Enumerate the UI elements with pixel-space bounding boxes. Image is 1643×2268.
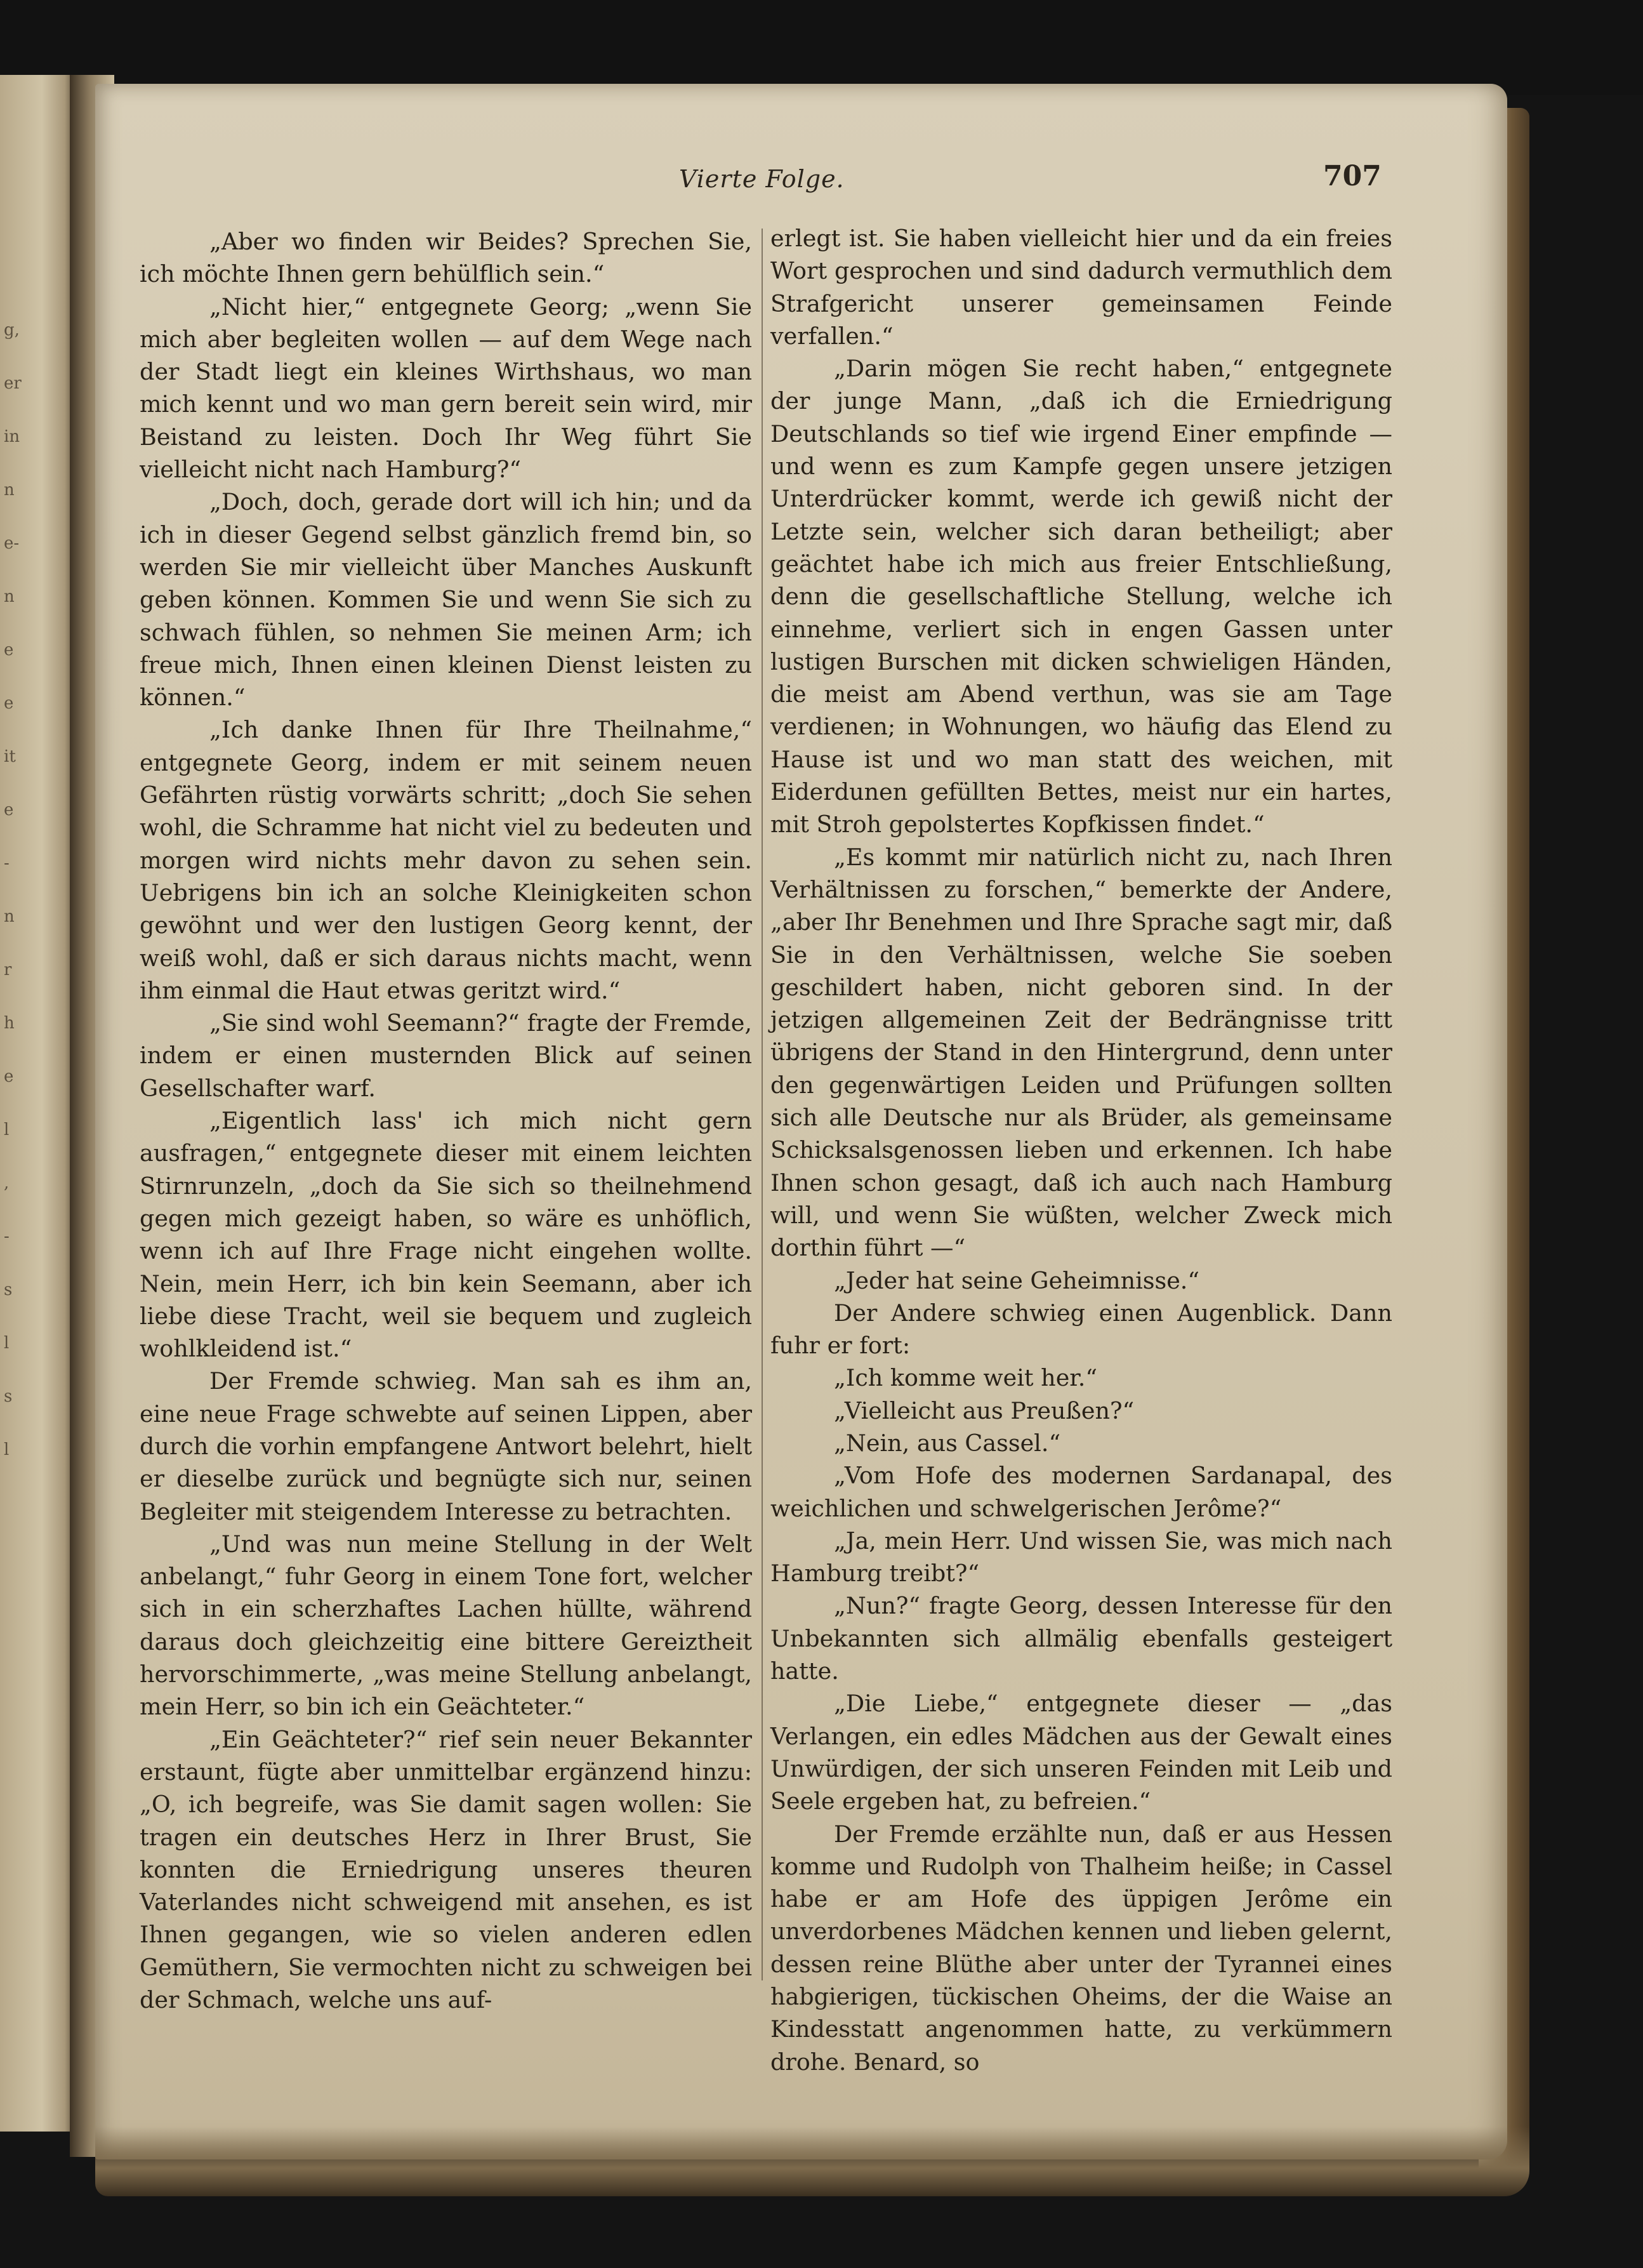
facing-page-fragment: g, (4, 321, 20, 340)
facing-page-fragment: n (4, 907, 15, 926)
page-bottom-edge (95, 2126, 1529, 2196)
facing-page-fragment: - (4, 1227, 10, 1246)
facing-page-fragment: e (4, 800, 14, 819)
paragraph: „Nicht hier,“ entgegnete Georg; „wenn Sie mich aber begleiten wollen — auf dem Wege nach der Stadt liegt ein kleines Wirthshaus, wo man mich kennt und wo man gern bereit sein wird, mir Beistand zu leisten. Doch Ihr Weg führt Sie vielleicht nicht nach Hamburg?“ (140, 293, 752, 484)
paragraph: „Die Liebe,“ entgegnete dieser — „das Verlangen, ein edles Mädchen aus der Gewalt eines Unwürdigen, der sich unseren Feinden mit Leib und Seele ergeben hat, zu befreien.“ (770, 1690, 1392, 1815)
facing-page-fragment: h (4, 1014, 15, 1033)
paragraph: „Und was nun meine Stellung in der Welt anbelangt,“ fuhr Georg in einem Tone fort, welcher sich in ein scherzhaftes Lachen hüllte, während daraus doch gleichzeitig eine bittere Gereiztheit hervorschimmerte, „was meine Stellung anbelangt, mein Herr, so bin ich ein Geächteter.“ (140, 1530, 752, 1721)
facing-page-fragment: e (4, 1067, 14, 1086)
facing-page-fragment: e- (4, 534, 20, 553)
paragraph: „Nun?“ fragte Georg, dessen Interesse für den Unbekannten sich allmälig ebenfalls gesteigert hatte. (770, 1592, 1392, 1685)
running-title: Vierte Folge. (679, 165, 845, 193)
facing-page-fragment: er (4, 374, 22, 393)
facing-page-fragment: l (4, 1440, 10, 1459)
left-text-column (140, 225, 752, 2016)
facing-page-fragment: s (4, 1387, 13, 1406)
facing-page-edge (0, 75, 76, 2132)
facing-page-fragment: l (4, 1120, 10, 1139)
paragraph: „Jeder hat seine Geheimnisse.“ (834, 1266, 1200, 1294)
background-shadow (0, 0, 1643, 95)
paragraph: „Ich komme weit her.“ (834, 1364, 1097, 1392)
facing-page-text-fragments (4, 303, 29, 1476)
page-number: 707 (1323, 160, 1382, 192)
facing-page-fragment: e (4, 694, 14, 713)
paragraph: „Darin mögen Sie recht haben,“ entgegnete der junge Mann, „daß ich die Erniedrigung Deutschlands so tief wie irgend Einer empfinde — und wenn es zum Kampfe gegen unsere jetzigen Unterdrücker kommt, werde ich gewiß nicht der Letzte sein, welcher sich daran betheiligt; aber geächtet habe ich mich aus freier Entschließung, denn die gesellschaftliche Stellung, welche ich einnehme, verliert sich in engen Gassen unter lustigen Burschen mit dicken schwieligen Händen, die meist am Abend verthun, was sie am Tage verdienen; in Wohnungen, wo häufig das Elend zu Hause ist und wo man statt des weichen, mit Eiderdunen gefüllten Bettes, meist nur ein hartes, mit Stroh gepolstertes Kopfkissen findet.“ (770, 355, 1392, 839)
facing-page-fragment: s (4, 1280, 13, 1299)
paragraph: „Eigentlich lass' ich mich nicht gern ausfragen,“ entgegnete dieser mit einem leichten Stirnrunzeln, „doch da Sie sich so theilnehmend gegen mich gezeigt haben, so wäre es unhöflich, wenn ich auf Ihre Frage nicht eingehen wollte. Nein, mein Herr, ich bin kein Seemann, aber ich liebe diese Tracht, weil sie bequem und zugleich wohlkleidend ist.“ (140, 1107, 752, 1363)
paragraph: „Aber wo finden wir Beides? Sprechen Sie, ich möchte Ihnen gern behülflich sein.“ (140, 228, 752, 288)
facing-page-fragment: , (4, 1174, 10, 1193)
facing-page-fragment: l (4, 1334, 10, 1353)
facing-page-fragment: in (4, 427, 20, 446)
paragraph: „Ich danke Ihnen für Ihre Theilnahme,“ entgegnete Georg, indem er mit seinem neuen Gefährten rüstig vorwärts schritt; „doch Sie sehen wohl, die Schramme hat nicht viel zu bedeuten und morgen wird nichts mehr davon zu sehen sein. Uebrigens bin ich an solche Kleinigkeiten schon gewöhnt und wer den lustigen Georg kennt, der weiß wohl, daß er sich daraus nichts macht, wenn ihm einmal die Haut etwas geritzt wird.“ (140, 716, 752, 1004)
column-divider (762, 229, 763, 1980)
paragraph: Der Andere schwieg einen Augenblick. Dann fuhr er fort: (770, 1299, 1392, 1360)
paragraph: „Sie sind wohl Seemann?“ fragte der Fremde, indem er einen musternden Blick auf seinen Gesellschafter warf. (140, 1009, 752, 1102)
facing-page-fragment: - (4, 854, 10, 873)
facing-page-fragment: n (4, 587, 15, 606)
paragraph: „Ein Geächteter?“ rief sein neuer Bekannter erstaunt, fügte aber unmittelbar ergänzend hinzu: „O, ich begreife, was Sie damit sagen wollen: Sie tragen ein deutsches Herz in Ihrer Brust, Sie konnten die Erniedrigung unseres theuren Vaterlandes nicht schweigend mit ansehen, es ist Ihnen gegangen, wie so vielen anderen edlen Gemüthern, Sie vermochten nicht zu schweigen bei der Schmach, welche uns auf- (140, 1725, 752, 2014)
paragraph: Der Fremde erzählte nun, daß er aus Hessen komme und Rudolph von Thalheim heiße; in Cassel habe er am Hofe des üppigen Jerôme ein unverdorbenes Mädchen kennen und lieben gelernt, dessen reine Blüthe aber unter der Tyrannei eines habgierigen, tückischen Oheims, der die Waise an Kindesstatt angenommen hatte, zu verkümmern drohe. Benard, so (770, 1820, 1392, 2076)
paragraph: „Doch, doch, gerade dort will ich hin; und da ich in dieser Gegend selbst gänzlich fremd bin, so werden Sie mir vielleicht über Manches Auskunft geben können. Kommen Sie und wenn Sie sich zu schwach fühlen, so nehmen Sie meinen Arm; ich freue mich, Ihnen einen kleinen Dienst leisten zu können.“ (140, 488, 752, 712)
paragraph: „Es kommt mir natürlich nicht zu, nach Ihren Verhältnissen zu forschen,“ bemerkte der Andere, „aber Ihr Benehmen und Ihre Sprache sagt mir, daß Sie in den Verhältnissen, welche Sie soeben geschildert haben, nicht geboren sind. In der jetzigen allgemeinen Zeit der Bedrängnisse tritt übrigens der Stand in den Hintergrund, denn unter den gegenwärtigen Leiden und Prüfungen sollten sich alle Deutsche nur als Brüder, als gemeinsame Schicksalsgenossen lieben und erkennen. Ich habe Ihnen schon gesagt, daß ich auch nach Hamburg will, und wenn Sie wüßten, welcher Zweck mich dorthin führt —“ (770, 843, 1392, 1262)
facing-page-fragment: r (4, 960, 12, 979)
paragraph: „Vielleicht aus Preußen?“ (834, 1396, 1135, 1424)
paragraph: erlegt ist. Sie haben vielleicht hier und da ein freies Wort gesprochen und sind dadurch vermuthlich dem Strafgericht unserer gemeinsamen Feinde verfallen.“ (770, 225, 1392, 350)
paragraph: Der Fremde schwieg. Man sah es ihm an, eine neue Frage schwebte auf seinen Lippen, aber durch die vorhin empfangene Antwort belehrt, hielt er dieselbe zurück und begnügte sich nur, seinen Begleiter mit steigendem Interesse zu betrachten. (140, 1367, 752, 1525)
facing-page-fragment: it (4, 747, 16, 766)
facing-page-fragment: e (4, 640, 14, 660)
paragraph: „Ja, mein Herr. Und wissen Sie, was mich nach Hamburg treibt?“ (770, 1527, 1392, 1588)
paragraph: „Vom Hofe des modernen Sardanapal, des weichlichen und schwelgerischen Jerôme?“ (770, 1462, 1392, 1522)
right-text-column (770, 222, 1392, 2078)
paragraph: „Nein, aus Cassel.“ (834, 1429, 1061, 1457)
facing-page-fragment: n (4, 481, 15, 500)
